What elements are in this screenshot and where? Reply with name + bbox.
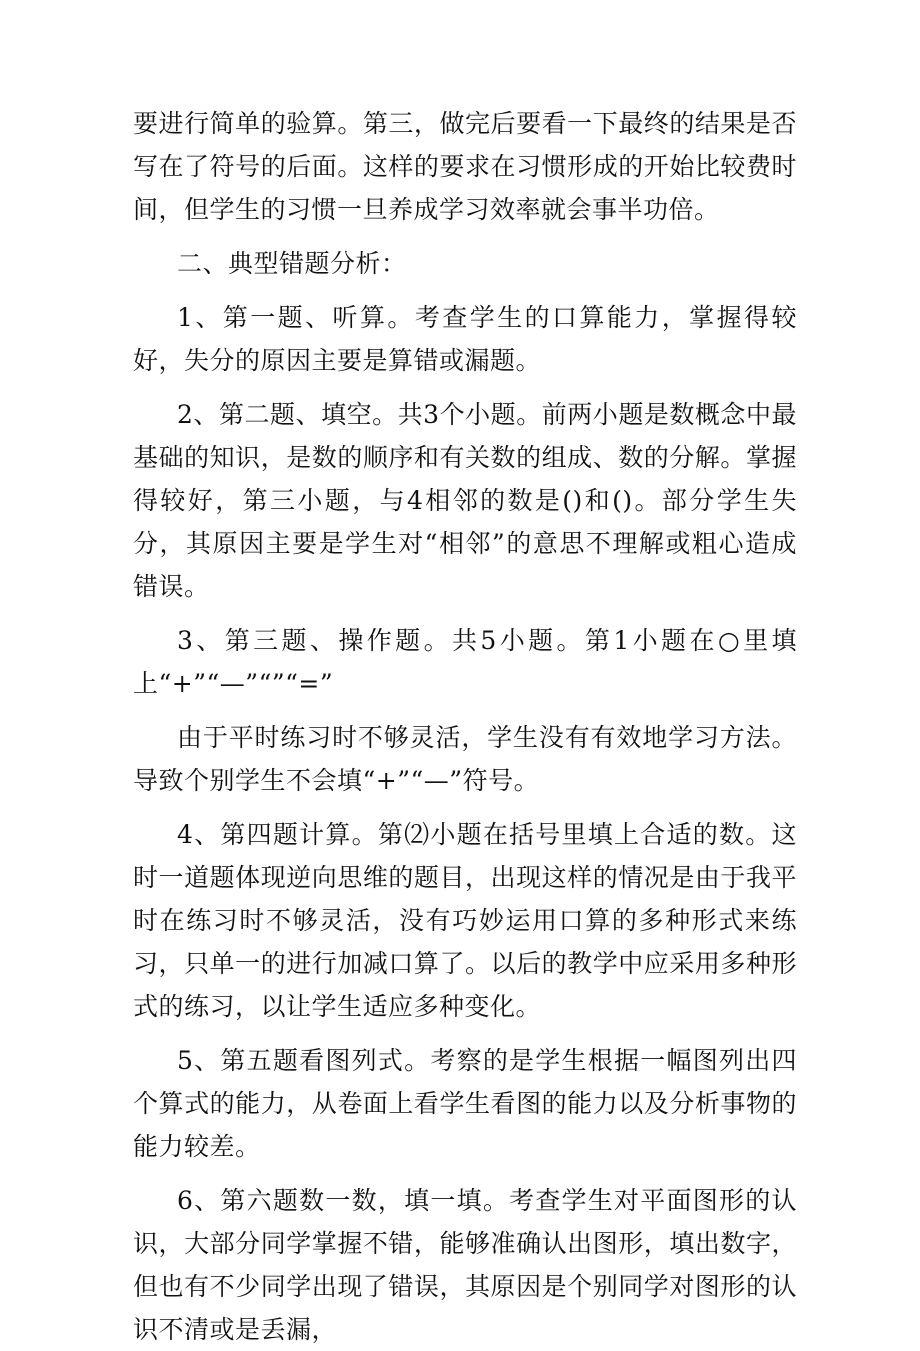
paragraph-question-6: 6、第六题数一数，填一填。考查学生对平面图形的认识，大部分同学掌握不错，能够准确认出图形，填出数字，但也有不少同学出现了错误，其原因是个别同学对图形的认识不清或是丢漏， (133, 1186, 797, 1344)
document-body (133, 102, 797, 1351)
paragraph-question-3-reason: 由于平时练习时不够灵活，学生没有有效地学习方法。导致个别学生不会填“+”“—”符号。 (133, 723, 797, 795)
paragraph-question-1: 1、第一题、听算。考查学生的口算能力，掌握得较好，失分的原因主要是算错或漏题。 (133, 303, 797, 375)
section-heading-error-analysis: 二、典型错题分析： (177, 249, 407, 278)
paragraph-question-2: 2、第二题、填空。共3个小题。前两小题是数概念中最基础的知识，是数的顺序和有关数的组成、数的分解。掌握得较好，第三小题，与4相邻的数是()和()。部分学生失分，其原因主要是学生对“相邻”的意思不理解或粗心造成错误。 (133, 400, 797, 601)
paragraph-verification: 要进行简单的验算。第三，做完后要看一下最终的结果是否写在了符号的后面。这样的要求在习惯形成的开始比较费时间，但学生的习惯一旦养成学习效率就会事半功倍。 (133, 109, 797, 224)
paragraph-question-4: 4、第四题计算。第⑵小题在括号里填上合适的数。这时一道题体现逆向思维的题目，出现这样的情况是由于我平时在练习时不够灵活，没有巧妙运用口算的多种形式来练习，只单一的进行加减口算了。以后的教学中应采用多种形式的练习，以让学生适应多种变化。 (133, 820, 797, 1021)
paragraph-question-5: 5、第五题看图列式。考察的是学生根据一幅图列出四个算式的能力，从卷面上看学生看图的能力以及分析事物的能力较差。 (133, 1046, 797, 1161)
paragraph-question-3: 3、第三题、操作题。共5小题。第1小题在○里填上“+”“—”“”“=” (133, 626, 797, 698)
